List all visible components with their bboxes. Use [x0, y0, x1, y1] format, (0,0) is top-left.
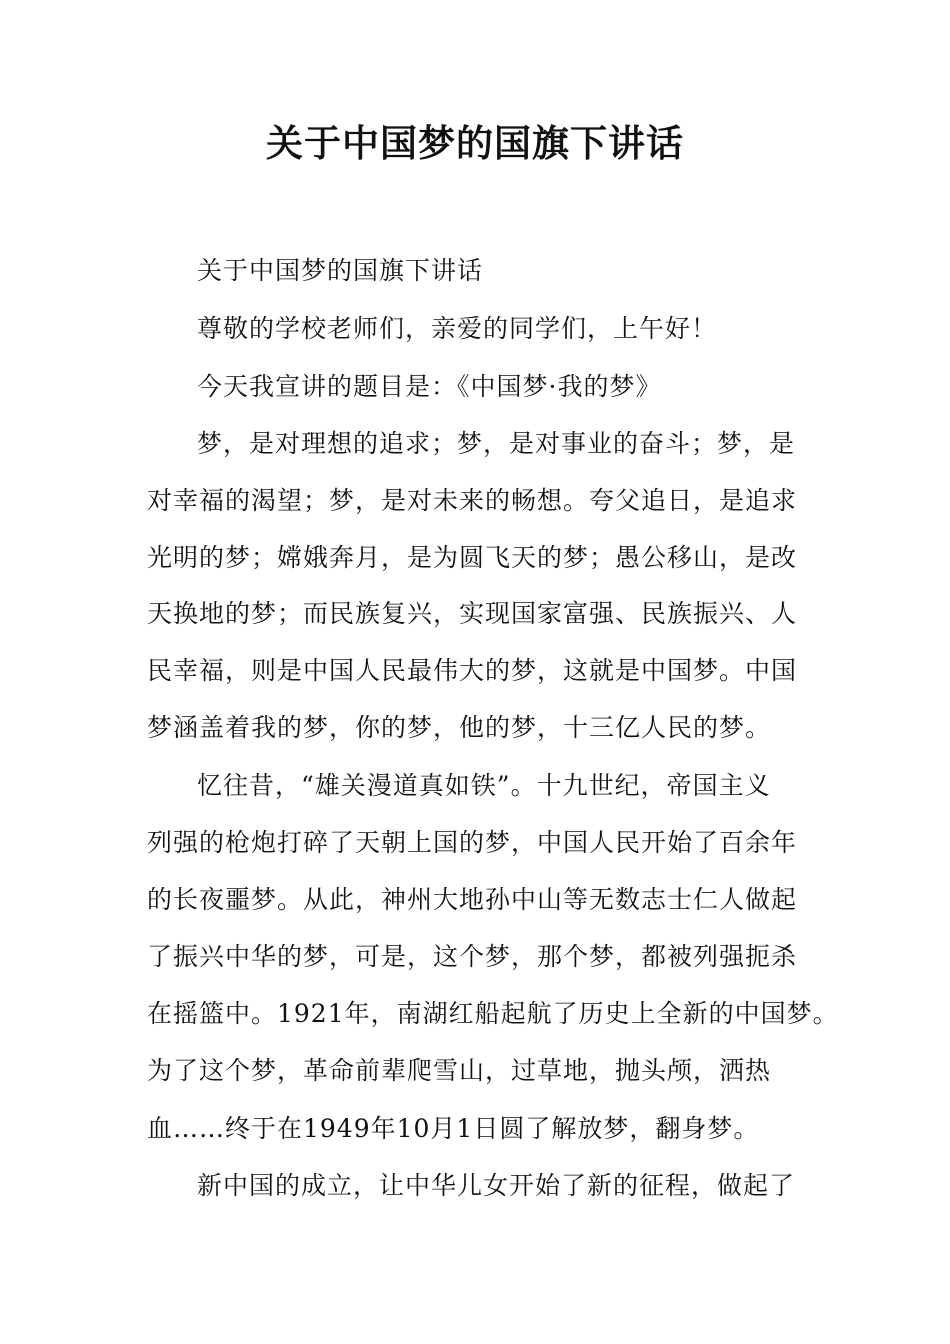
- text-line: 梦，是对理想的追求；梦，是对事业的奋斗；梦，是: [197, 429, 796, 458]
- text-line: 光明的梦；嫦娥奔月，是为圆飞天的梦；愚公移山，是改: [147, 543, 798, 572]
- text-line: 列强的枪炮打碎了天朝上国的梦，中国人民开始了百余年: [147, 828, 798, 857]
- text-line: 在摇篮中。1921年，南湖红船起航了历史上全新的中国梦。: [147, 999, 839, 1028]
- text-line: 的长夜噩梦。从此，神州大地孙中山等无数志士仁人做起: [147, 885, 798, 914]
- text-line: 新中国的成立，让中华儿女开始了新的征程，做起了: [197, 1171, 796, 1200]
- document-title: 关于中国梦的国旗下讲话: [266, 122, 684, 165]
- text-line: 天换地的梦；而民族复兴，实现国家富强、民族振兴、人: [147, 599, 798, 628]
- text-line: 今天我宣讲的题目是：《中国梦·我的梦》: [197, 372, 662, 401]
- text-line: 关于中国梦的国旗下讲话: [197, 256, 484, 285]
- text-line: 民幸福，则是中国人民最伟大的梦，这就是中国梦。中国: [147, 656, 798, 685]
- text-line: 为了这个梦，革命前辈爬雪山，过草地，抛头颅，洒热: [147, 1056, 772, 1085]
- text-line: 血……终于在1949年10月1日圆了解放梦，翻身梦。: [147, 1114, 760, 1143]
- text-line: 了振兴中华的梦，可是，这个梦，那个梦，都被列强扼杀: [147, 942, 798, 971]
- text-line: 梦涵盖着我的梦，你的梦，他的梦，十三亿人民的梦。: [147, 713, 772, 742]
- text-line: 忆往昔，“雄关漫道真如铁”。十九世纪，帝国主义: [197, 771, 771, 800]
- text-line: 对幸福的渴望；梦，是对未来的畅想。夸父追日，是追求: [147, 486, 798, 515]
- text-line: 尊敬的学校老师们，亲爱的同学们，上午好！: [197, 314, 718, 343]
